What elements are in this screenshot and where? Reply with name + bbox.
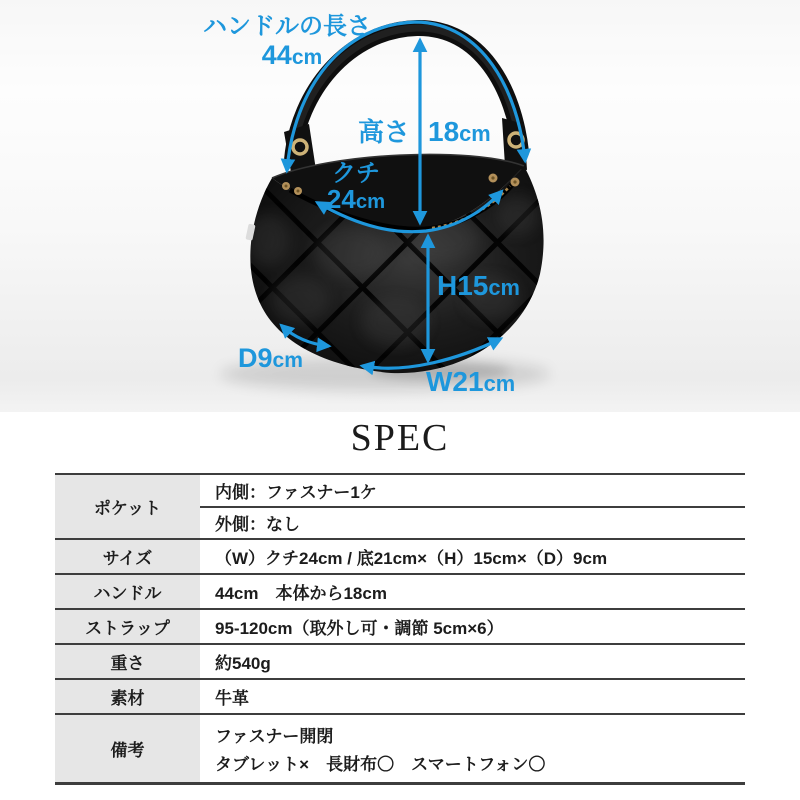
spec-row-value: タブレット× 長財布〇 スマートフォン〇 — [215, 755, 546, 774]
table-row-remarks — [55, 715, 745, 785]
table-row-weight — [55, 645, 745, 680]
spec-row-value: 牛革 — [215, 689, 249, 708]
width-value: W21cm — [426, 366, 516, 397]
spec-row-label: ハンドル — [55, 575, 200, 608]
table-row-material — [55, 680, 745, 715]
table-row-pocket — [55, 475, 745, 540]
spec-row-value: ファスナー開閉 — [215, 727, 334, 746]
spec-row-value: 外側：なし — [200, 506, 745, 539]
spec-row-value: （W）クチ24cm / 底21cm×（H）15cm×（D）9cm — [215, 549, 608, 568]
mouth-label: クチ — [332, 160, 380, 187]
height-value: 18cm — [428, 116, 491, 147]
spec-table — [55, 473, 745, 785]
spec-row-label: ポケット — [55, 475, 200, 538]
body-height-value: H15cm — [437, 270, 520, 301]
depth-value: D9cm — [238, 343, 303, 373]
handle-length-value: 44cm — [261, 40, 323, 70]
table-row-strap — [55, 610, 745, 645]
spec-heading: SPEC — [350, 417, 450, 459]
spec-row-label: 重さ — [55, 645, 200, 678]
mouth-value: 24cm — [326, 184, 386, 214]
table-row-size — [55, 540, 745, 575]
spec-row-label: サイズ — [55, 540, 200, 573]
spec-row-value: 44cm 本体から18cm — [215, 584, 387, 603]
spec-row-value: 約540g — [215, 654, 271, 673]
table-row-handle — [55, 575, 745, 610]
spec-row-label: 備考 — [55, 715, 200, 782]
spec-row-label: ストラップ — [55, 610, 200, 643]
spec-row-label: 素材 — [55, 680, 200, 713]
spec-row-value: 内側：ファスナー1ケ — [215, 482, 377, 502]
spec-row-value: 95-120cm（取外し可・調節 5cm×6） — [215, 619, 504, 638]
handle-length-label: ハンドルの長さ — [203, 13, 371, 40]
height-label: 高さ — [357, 117, 410, 147]
